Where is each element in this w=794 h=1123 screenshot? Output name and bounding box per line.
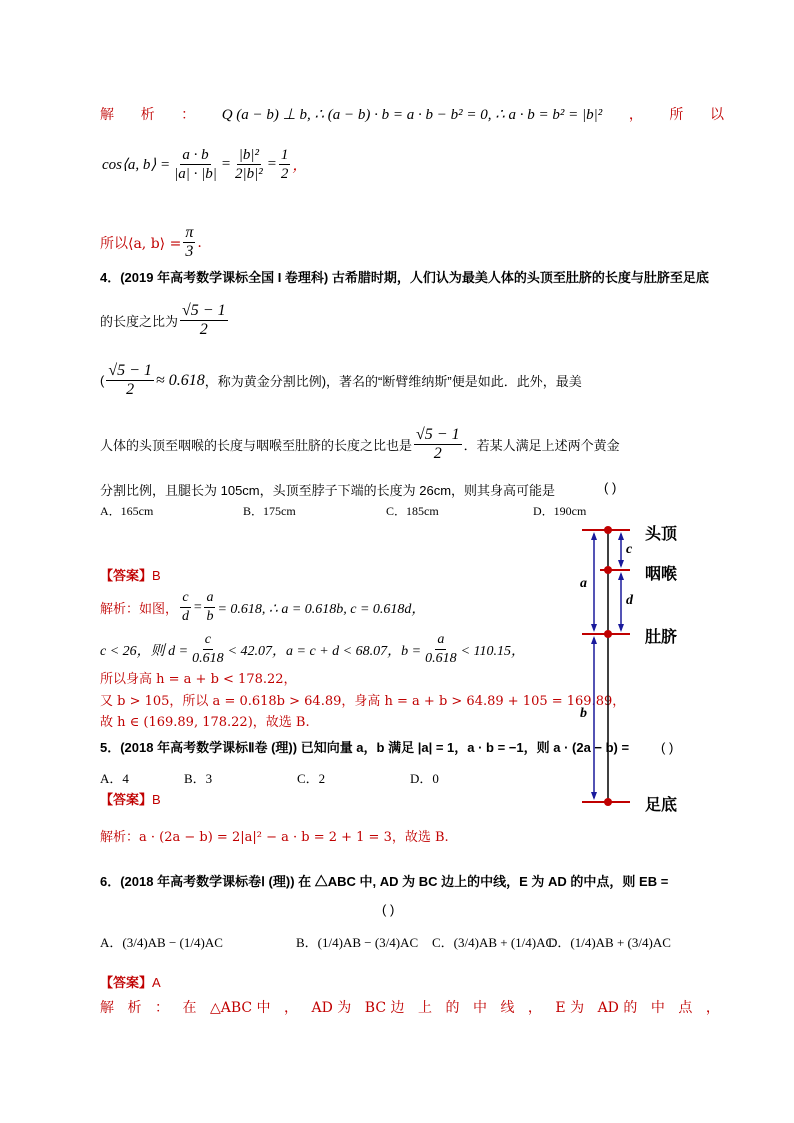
golden-ratio-fraction: $\frac{√5 - 1}{2}$	[416, 426, 460, 462]
solution-line-2	[102, 146, 307, 183]
seg-label-a: a	[580, 576, 587, 591]
q4-line-1: 4．(2019 年高考数学课标全国 I 卷理科) 古希腊时期，人们认为最美人体的头顶至肚脐的长度与肚脐至足底	[100, 270, 709, 285]
seg-label-d: d	[626, 593, 633, 608]
q6-option-d: D．(1/4)AB + (3/4)AC	[548, 935, 671, 950]
sol-char: ：	[181, 107, 196, 123]
q4-option-d: D．190cm	[533, 504, 587, 518]
navel-point	[604, 630, 612, 638]
arrow-head	[618, 624, 624, 632]
comma: ，	[292, 158, 308, 174]
q6-answer-paren: ( )	[382, 902, 395, 917]
q4-solution-1: 解析：如图， $\frac{c}{d}$ = $\frac{a}{b}$ = 0.618, ∴ a = 0.618b, c = 0.618d，	[100, 590, 426, 624]
fraction: $\frac{a \cdot b}{|a| \cdot |b|}$	[174, 147, 217, 182]
q6-solution: 解 析 ： 在 △ABC 中 ， AD 为 BC 边 上 的 中 线 ， E 为 AD 的 中 点 ，	[100, 1000, 720, 1016]
q5-answer	[100, 789, 161, 808]
label-navel: 肚脐	[645, 627, 678, 646]
q4-solution-2: c < 26，则 d = $\frac{c}{0.618}$ < 42.07，a = c + d < 68.07，b = $\frac{a}{0.618}$ < 110.15，	[100, 632, 525, 666]
answer-value: A	[152, 975, 161, 990]
fraction: $\frac{\text{|b|²}}{\text{2|b|²}}$	[234, 147, 263, 182]
q4-answer-paren: ( )	[604, 480, 617, 495]
q5-answer-paren: ( )	[661, 740, 674, 755]
answer-tag: 【答案】	[100, 568, 153, 583]
body-proportion-figure	[570, 520, 710, 820]
answer-tag: 【答案】	[100, 975, 153, 990]
arrow-head	[591, 624, 597, 632]
sol-math: Q (a − b) ⊥ b, ∴ (a − b) · b = a · b − b² = 0, ∴ a · b = b² = |b|²	[221, 106, 603, 123]
q5-solution: 解析：a · (2a − b) = 2|a|² − a · b = 2 + 1 = 3，故选 B.	[100, 830, 449, 845]
arrow-head	[591, 636, 597, 644]
golden-ratio-fraction: $\frac{√5 - 1}{2}$	[108, 362, 152, 398]
q4-line-2: 的长度之比为 $\frac{√5 - 1}{2}$	[100, 302, 226, 338]
q6-option-a: A．(3/4)AB − (1/4)AC	[100, 935, 223, 950]
seg-label-b: b	[580, 706, 587, 721]
arrow-head	[591, 532, 597, 540]
solution-line-1	[100, 104, 724, 124]
fraction: $\frac{\pi}{3}$	[185, 224, 194, 260]
q4-line-4: 人体的头顶至咽喉的长度与咽喉至肚脐的长度之比也是 $\frac{√5 - 1}{2}$ ．若某人满足上述两个黄金	[100, 426, 620, 462]
fraction: $\frac{1}{2}$	[280, 147, 289, 182]
answer-tag: 【答案】	[100, 792, 153, 807]
q4-solution-4: 又 b > 105，所以 a = 0.618b > 64.89，身高 h = a + b > 64.89 + 105 = 169.89，	[100, 694, 626, 709]
equals-sign: =	[220, 156, 231, 172]
sol-char: 析	[140, 107, 155, 123]
q6-option-c: C．(3/4)AB + (1/4)AC	[432, 935, 555, 950]
label-foot: 足底	[645, 795, 678, 814]
equals-sign: =	[266, 156, 277, 172]
answer-value: B	[152, 568, 161, 583]
arrow-head	[618, 532, 624, 540]
q4-line-3: ( $\frac{√5 - 1}{2}$ ≈ 0.618 ，称为黄金分割比例)，著名的“断臂维纳斯”便是如此．此外，最美	[100, 362, 582, 398]
golden-ratio-fraction: $\frac{√5 - 1}{2}$	[182, 302, 226, 338]
arrow-head	[618, 572, 624, 580]
q4-option-a: A．165cm	[100, 504, 154, 518]
arrow-head	[618, 560, 624, 568]
sol-char: 所	[669, 107, 684, 123]
cos-lhs: cos⟨a, b⟩ =	[102, 157, 171, 173]
q4-solution-3: 所以身高 h = a + b < 178.22，	[100, 672, 297, 687]
q4-option-c: C．185cm	[386, 504, 439, 518]
arrow-head	[591, 792, 597, 800]
q5-line-1: 5．(2018 年高考数学课标Ⅱ卷 (理)) 已知向量 a，b 满足 |a| = 1，a · b = −1，则 a · (2a − b) =	[100, 740, 630, 755]
solution-line-3	[100, 224, 202, 261]
q5-option-d: D．0	[410, 771, 439, 786]
sol-char: 解	[100, 107, 114, 123]
conclusion-text: 所以⟨a, b⟩ =	[100, 235, 182, 252]
q5-option-c: C．2	[297, 771, 326, 786]
q4-option-b: B．175cm	[243, 504, 296, 518]
seg-label-c: c	[626, 542, 633, 557]
q4-line-5: 分割比例，且腿长为 105cm，头顶至脖子下端的长度为 26cm，则其身高可能是	[100, 483, 556, 498]
throat-point	[604, 566, 612, 574]
label-head-top: 头顶	[645, 524, 678, 543]
sol-char: 以	[709, 107, 724, 123]
sol-char: ，	[628, 107, 643, 123]
q6-line-1: 6．(2018 年高考数学课标卷Ⅰ (理)) 在 △ABC 中, AD 为 BC 边上的中线，E 为 AD 的中点，则 EB =	[100, 874, 669, 889]
q5-option-a: A．4	[100, 771, 129, 786]
q5-option-b: B．3	[184, 771, 213, 786]
q6-option-b: B．(1/4)AB − (3/4)AC	[296, 935, 419, 950]
answer-value: B	[152, 792, 161, 807]
q6-answer	[100, 972, 161, 991]
foot-point	[604, 798, 612, 806]
label-throat: 咽喉	[645, 564, 678, 583]
period: .	[197, 234, 202, 251]
q4-solution-5: 故 h ∈ (169.89, 178.22)，故选 B.	[100, 715, 310, 730]
q4-answer	[100, 565, 161, 584]
head-point	[604, 526, 612, 534]
